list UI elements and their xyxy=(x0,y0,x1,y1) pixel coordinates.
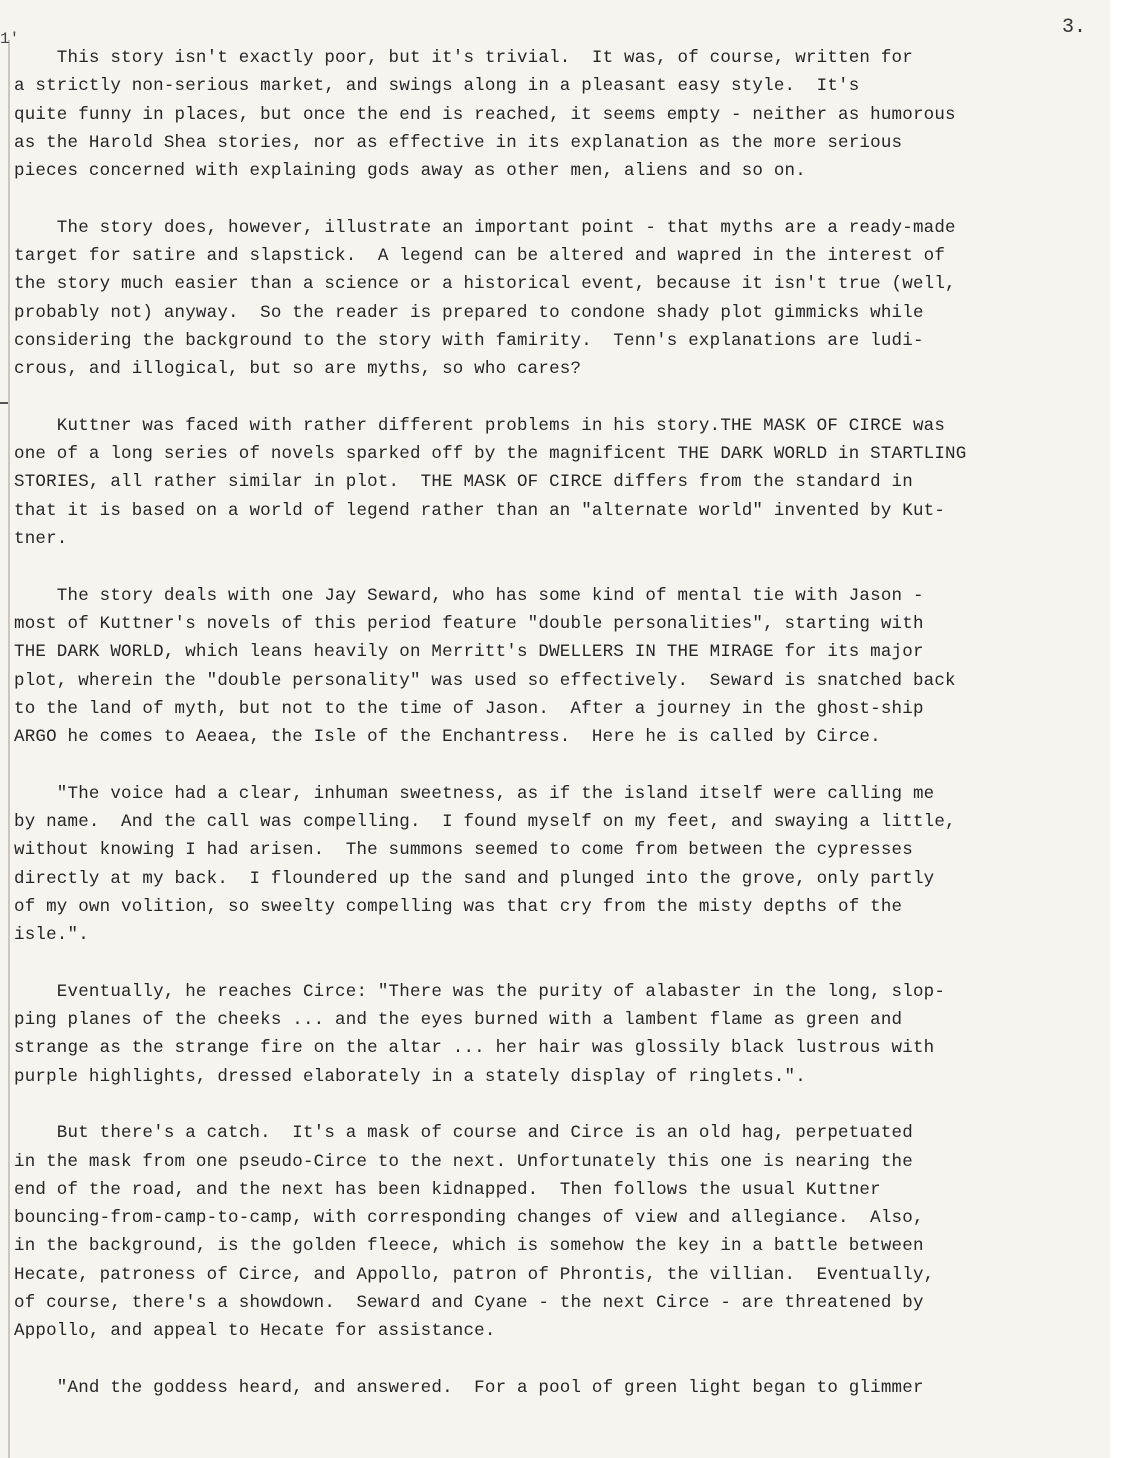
text-line: Kuttner was faced with rather different problems in his story.THE MASK OF CIRCE was xyxy=(14,415,946,436)
paragraph xyxy=(14,214,1110,384)
typewritten-body xyxy=(14,44,1110,1431)
paragraph xyxy=(14,1119,1110,1345)
text-line: crous, and illogical, but so are myths, so who cares? xyxy=(14,359,582,380)
text-line: as the Harold Shea stories, nor as effective in its explanation as the more serious xyxy=(14,132,903,153)
text-line: end of the road, and the next has been kidnapped. Then follows the usual Kuttner xyxy=(14,1179,881,1200)
text-line: a strictly non-serious market, and swings along in a pleasant easy style. It's xyxy=(14,76,860,97)
text-line: most of Kuttner's novels of this period feature "double personalities", starting with xyxy=(14,613,924,634)
text-line: target for satire and slapstick. A legend can be altered and wapred in the interest of xyxy=(14,246,946,267)
text-line: This story isn't exactly poor, but it's trivial. It was, of course, written for xyxy=(14,48,913,68)
text-line: purple highlights, dressed elaborately in a stately display of ringlets.". xyxy=(14,1066,806,1087)
text-line: ping planes of the cheeks ... and the eyes burned with a lambent flame as green and xyxy=(14,1010,903,1031)
paragraph xyxy=(14,44,1110,185)
paragraph xyxy=(14,978,1110,1091)
text-line: "The voice had a clear, inhuman sweetness, as if the island itself were calling me xyxy=(14,783,935,804)
text-line: considering the background to the story with famirity. Tenn's explanations are ludi- xyxy=(14,330,924,351)
text-line: STORIES, all rather similar in plot. THE MASK OF CIRCE differs from the standard in xyxy=(14,472,913,493)
text-line: tner. xyxy=(14,529,68,550)
page-number: 3. xyxy=(1062,16,1087,39)
page-edge xyxy=(1110,0,1128,1458)
binding-edge-line xyxy=(8,40,10,1458)
text-line: bouncing-from-camp-to-camp, with corresponding changes of view and allegiance. Also, xyxy=(14,1208,924,1229)
paragraph xyxy=(14,780,1110,950)
text-line: of course, there's a showdown. Seward and Cyane - the next Circe - are threatened by xyxy=(14,1293,924,1314)
paragraph xyxy=(14,582,1110,752)
text-line: Appollo, and appeal to Hecate for assistance. xyxy=(14,1321,496,1342)
text-line: in the background, is the golden fleece, which is somehow the key in a battle between xyxy=(14,1236,924,1257)
text-line: without knowing I had arisen. The summons seemed to come from between the cypresses xyxy=(14,840,913,861)
text-line: one of a long series of novels sparked off by the magnificent THE DARK WORLD in STARTLING xyxy=(14,444,967,465)
text-line: in the mask from one pseudo-Circe to the next. Unfortunately this one is nearing the xyxy=(14,1151,913,1172)
paragraph xyxy=(14,1374,1110,1402)
text-line: The story does, however, illustrate an important point - that myths are a ready-made xyxy=(14,217,956,238)
text-line: the story much easier than a science or a historical event, because it isn't true (well, xyxy=(14,274,956,295)
text-line: isle.". xyxy=(14,925,89,946)
text-line: Eventually, he reaches Circe: "There was the purity of alabaster in the long, slop- xyxy=(14,981,946,1002)
text-line: The story deals with one Jay Seward, who has some kind of mental tie with Jason - xyxy=(14,585,924,606)
text-line: "And the goddess heard, and answered. For a pool of green light began to glimmer xyxy=(14,1377,924,1398)
text-line: to the land of myth, but not to the time of Jason. After a journey in the ghost-ship xyxy=(14,698,924,719)
margin-tick-mark xyxy=(0,402,8,404)
paragraph xyxy=(14,412,1110,553)
text-line: strange as the strange fire on the altar ... her hair was glossily black lustrous with xyxy=(14,1038,935,1059)
text-line: directly at my back. I floundered up the sand and plunged into the grove, only partly xyxy=(14,868,935,889)
margin-mark: 1' xyxy=(0,30,20,48)
text-line: THE DARK WORLD, which leans heavily on Merritt's DWELLERS IN THE MIRAGE for its major xyxy=(14,642,924,663)
text-line: quite funny in places, but once the end is reached, it seems empty - neither as humorous xyxy=(14,104,956,125)
text-line: Hecate, patroness of Circe, and Appollo, patron of Phrontis, the villian. Eventually, xyxy=(14,1264,935,1285)
text-line: probably not) anyway. So the reader is prepared to condone shady plot gimmicks while xyxy=(14,302,924,323)
text-line: by name. And the call was compelling. I found myself on my feet, and swaying a little, xyxy=(14,812,956,833)
text-line: But there's a catch. It's a mask of course and Circe is an old hag, perpetuated xyxy=(14,1123,913,1144)
text-line: that it is based on a world of legend rather than an "alternate world" invented by Kut- xyxy=(14,500,946,521)
text-line: plot, wherein the "double personality" was used so effectively. Seward is snatched back xyxy=(14,670,956,691)
text-line: of my own volition, so sweelty compelling was that cry from the misty depths of the xyxy=(14,896,903,917)
text-line: pieces concerned with explaining gods away as other men, aliens and so on. xyxy=(14,161,806,182)
text-line: ARGO he comes to Aeaea, the Isle of the Enchantress. Here he is called by Circe. xyxy=(14,727,881,748)
